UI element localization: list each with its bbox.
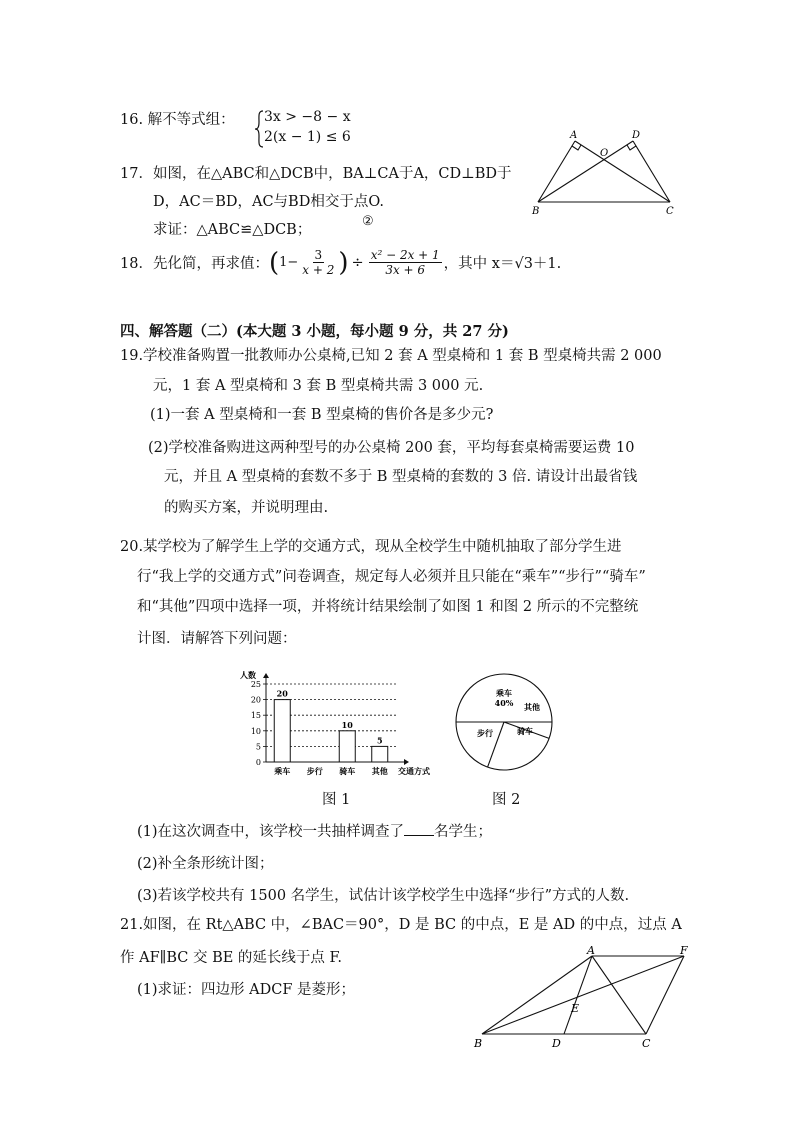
- pie-slice-label: 骑车: [517, 726, 533, 736]
- q19-line2: 元，1 套 A 型桌椅和 3 套 B 型桌椅共需 3 000 元.: [153, 378, 484, 394]
- q17-figure: [528, 126, 688, 218]
- left-paren: (: [268, 247, 280, 278]
- q18-prefix: 18．先化简，再求值：: [120, 256, 269, 272]
- q20-sub1-a: (1)在这次调查中，该学校一共抽样调查了: [137, 824, 405, 840]
- q20-line4: 计图．请解答下列问题：: [137, 631, 297, 647]
- label-o: O: [600, 148, 609, 159]
- q20-sub1: [137, 820, 492, 841]
- q20-line1: 20.某学校为了解学生上学的交通方式，现从全校学生中随机抽取了部分学生进: [120, 539, 622, 555]
- q19-sub2-line2: 元，并且 A 型桌椅的套数不多于 B 型桌椅的套数的 3 倍. 请设计出最省钱: [164, 469, 638, 485]
- q16-prefix: 16. 解不等式组：: [120, 112, 235, 128]
- q16-line1: 3x > −8 − x: [264, 109, 351, 125]
- q19-sub1: (1)一套 A 型桌椅和一套 B 型桌椅的售价各是多少元?: [150, 407, 494, 423]
- x-category-label: 其他: [371, 766, 388, 776]
- x-category-label: 步行: [306, 766, 323, 776]
- label-d: D: [632, 130, 641, 141]
- fraction-1-den: x + 2: [302, 263, 335, 277]
- label-a: A: [570, 130, 578, 141]
- y-tick-label: 10: [250, 726, 261, 736]
- q18-expression: [120, 248, 561, 277]
- pie-chart: [452, 670, 556, 774]
- bar-chart-ylabel: 人数: [240, 670, 256, 680]
- section-4-heading: 四、解答题（二）(本大题 3 小题，每小题 9 分，共 27 分): [120, 323, 509, 340]
- segment-ba: [482, 956, 592, 1034]
- bar-chart: [236, 664, 446, 780]
- segment-ac: [575, 141, 670, 202]
- answer-blank: [404, 821, 434, 836]
- right-angle-d: [627, 145, 636, 150]
- q21-line2: 作 AF∥BC 交 BE 的延长线于点 F.: [120, 950, 342, 966]
- label-a: A: [587, 946, 595, 957]
- system-brace: [254, 110, 264, 148]
- q19-sub2-line1: (2)学校准备购进这两种型号的办公桌椅 200 套，平均每套桌椅需要运费 10: [148, 440, 635, 456]
- label-b: B: [474, 1037, 483, 1050]
- bar-乘车: [274, 700, 290, 762]
- y-axis-arrow: [263, 673, 269, 678]
- q16-line2: 2(x − 1) ≤ 6: [264, 129, 351, 145]
- divide-sign: ÷: [351, 254, 364, 271]
- y-tick-label: 5: [255, 742, 261, 752]
- bar-骑车: [339, 731, 355, 762]
- label-e: E: [571, 1002, 580, 1015]
- fig2-caption: 图 2: [492, 792, 521, 808]
- q21-sub1: (1)求证：四边形 ADCF 是菱形；: [137, 982, 356, 998]
- label-c: C: [642, 1037, 651, 1050]
- fig1-caption: 图 1: [322, 792, 351, 808]
- label-b: B: [532, 206, 540, 217]
- x-axis-arrow: [404, 759, 409, 765]
- y-tick-label: 20: [250, 695, 261, 705]
- q18-suffix: ，其中 x＝√3＋1.: [443, 256, 562, 272]
- segment-ad: [564, 956, 592, 1034]
- fraction-1-num: 3: [314, 248, 323, 262]
- segment-ba: [538, 141, 575, 202]
- segment-cd: [633, 141, 670, 202]
- q20-sub1-b: 名学生；: [434, 824, 493, 840]
- bar-chart-xlabel: 交通方式: [398, 766, 430, 776]
- segment-ac: [592, 956, 646, 1034]
- q20-sub3: (3)若该学校共有 1500 名学生，试估计该学校学生中选择“步行”方式的人数.: [137, 888, 630, 904]
- q20-sub2: (2)补全条形统计图；: [137, 856, 274, 872]
- circle-mark: ②: [362, 214, 374, 229]
- fraction-2: [369, 248, 442, 277]
- q19-sub2-line3: 的购买方案，并说明理由.: [164, 500, 329, 516]
- label-d: D: [552, 1037, 561, 1050]
- segment-cf: [646, 956, 684, 1034]
- q20-line3: 和“其他”四项中选择一项，并将统计结果绘制了如图 1 和图 2 所示的不完整统: [137, 599, 639, 615]
- label-f: F: [680, 946, 688, 957]
- segment-db: [538, 141, 633, 202]
- y-tick-label: 25: [250, 680, 261, 689]
- fraction-1: [300, 248, 336, 277]
- bar-value-label: 10: [341, 719, 353, 730]
- q21-figure: [470, 946, 700, 1054]
- q17-line1: 17．如图，在△ABC和△DCB中，BA⊥CA于A，CD⊥BD于: [120, 166, 512, 182]
- q17-line3: 求证：△ABC≌△DCB；: [153, 222, 312, 238]
- x-category-label: 骑车: [339, 766, 356, 776]
- segment-bf: [482, 956, 684, 1034]
- q21-line1: 21.如图，在 Rt△ABC 中，∠BAC＝90°，D 是 BC 的中点，E 是 AD 的中点，过点 A: [120, 917, 682, 933]
- right-paren: ): [338, 247, 349, 278]
- bar-其他: [372, 746, 388, 762]
- y-tick-label: 0: [255, 758, 261, 767]
- bar-value-label: 20: [276, 688, 288, 699]
- label-c: C: [666, 206, 674, 217]
- fraction-2-den: 3x + 6: [385, 263, 426, 277]
- q17-line2: D，AC＝BD，AC与BD相交于点O.: [153, 194, 384, 210]
- q20-line2: 行“我上学的交通方式”问卷调查，规定每人必须并且只能在“乘车”“步行”“骑车”: [137, 569, 646, 585]
- pie-slice-value: 40%: [494, 698, 514, 708]
- pie-slice-label: 其他: [524, 702, 540, 712]
- bar-value-label: 5: [376, 735, 383, 746]
- fraction-2-num: x² − 2x + 1: [370, 248, 440, 262]
- right-angle-a: [572, 145, 581, 150]
- pie-slice-label: 乘车: [496, 688, 512, 698]
- q18-one-minus: 1−: [279, 255, 299, 270]
- y-tick-label: 15: [250, 711, 261, 721]
- x-category-label: 乘车: [274, 766, 291, 776]
- pie-slice-label: 步行: [477, 728, 493, 738]
- q19-line1: 19.学校准备购置一批教师办公桌椅,已知 2 套 A 型桌椅和 1 套 B 型桌椅共需 2 000: [120, 348, 662, 364]
